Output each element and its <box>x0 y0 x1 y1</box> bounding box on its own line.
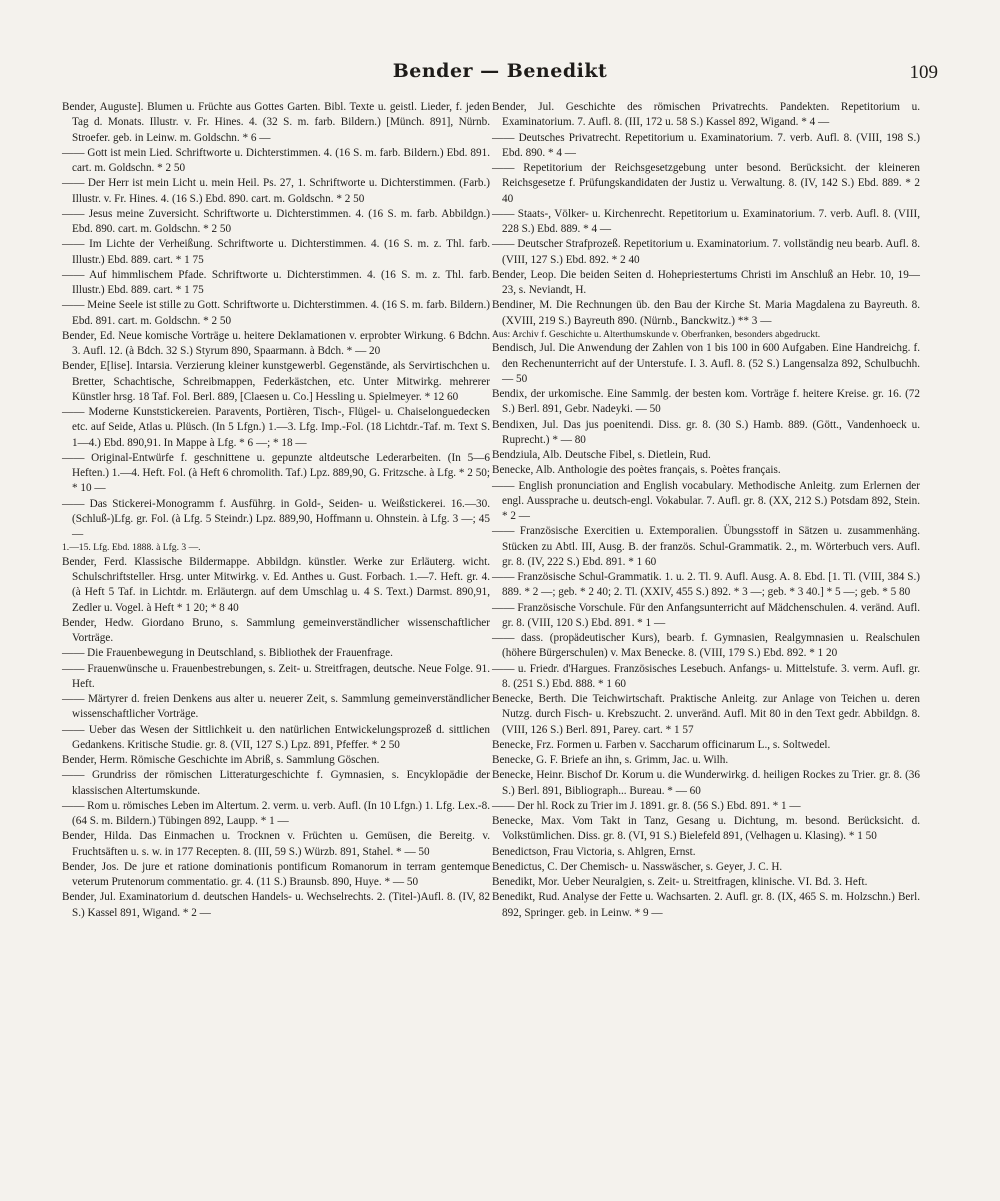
catalog-entry: Benecke, Max. Vom Takt in Tanz, Gesang u. Dichtung, m. besond. Berücksicht. d. Volkstümlichen. Diss. gr. 8. (VI, 91 S.) Bielefeld 891, (Velhagen u. Klasing). * 1 50 <box>492 815 923 843</box>
catalog-entry: Bender, Herm. Römische Geschichte im Abriß, s. Sammlung Göschen. <box>62 754 380 766</box>
catalog-entry: —— Meine Seele ist stille zu Gott. Schriftworte u. Dichterstimmen. 4. (16 S. m. farb. Bildern.) Ebd. 891. cart. m. Goldschn. * 2 50 <box>62 299 493 327</box>
catalog-entry: Bender, Ferd. Klassische Bildermappe. Abbildgn. künstler. Werke zur Erläuterg. wicht. Schulschriftsteller. Hrsg. unter Mitwirkg. v. Ed. Anthes u. Gust. Forbach. 1.—7. Heft. gr. 4. (à Heft 5 Taf. in Lichtdr. m. Erläutergn. auf dem Umschlag u. 4 S. Text.) Darmst. 890,91, Zedler u. Vogel. à Heft * 1 20; * 8 40 <box>62 555 493 614</box>
catalog-entry: Benecke, Heinr. Bischof Dr. Korum u. die Wunderwirkg. d. heiligen Rockes zu Trier. gr. 8. (36 S.) Berl. 891, Bibliograph... Bureau. * — 60 <box>492 769 923 797</box>
catalog-entry: Benecke, Alb. Anthologie des poètes français, s. Poètes français. <box>492 464 781 477</box>
catalog-entry: Bendisch, Jul. Die Anwendung der Zahlen von 1 bis 100 in 600 Aufgaben. Eine Handreichg. f. den Rechenunterricht auf der Unterstufe. I. 3. Aufl. 8. (52 S.) Langensalza 892, Schulbuchh. — 50 <box>492 342 923 385</box>
catalog-entry: —— Ueber das Wesen der Sittlichkeit u. den natürlichen Entwickelungsprozeß d. sittlichen Gedankens. Kritische Studie. gr. 8. (VII, 127 S.) Lpz. 891, Pfeffer. * 2 50 <box>62 723 493 751</box>
catalog-entry: —— Jesus meine Zuversicht. Schriftworte u. Dichterstimmen. 4. (16 S. m. farb. Abbildgn.) Ebd. 890. cart. m. Goldschn. * 2 50 <box>62 207 493 235</box>
catalog-entry: —— Deutscher Strafprozeß. Repetitorium u. Examinatorium. 7. vollständig neu bearb. Aufl. 8. (VIII, 127 S.) Ebd. 892. * 2 40 <box>492 238 923 266</box>
catalog-entry: —— Deutsches Privatrecht. Repetitorium u. Examinatorium. 7. verb. Aufl. 8. (VIII, 198 S.) Ebd. 890. * 4 — <box>492 131 923 159</box>
catalog-entry: —— Grundriss der römischen Litteraturgeschichte f. Gymnasien, s. Encyklopädie der klassischen Altertumskunde. <box>62 769 493 797</box>
catalog-entry: —— Im Lichte der Verheißung. Schriftworte u. Dichterstimmen. 4. (16 S. m. z. Thl. farb. Illustr.) Ebd. 889. cart. * 1 75 <box>62 238 493 266</box>
catalog-entry: Benecke, G. F. Briefe an ihn, s. Grimm, Jac. u. Wilh. <box>492 754 729 766</box>
right-column <box>492 100 923 1160</box>
catalog-entry: —— English pronunciation and English vocabulary. Methodische Anleitg. zum Erlernen der engl. Aussprache u. deutsch-engl. Vokabular. 7. Aufl. gr. 8. (XX, 212 S.) Potsdam 892, Stein. * 2 — <box>492 479 923 522</box>
catalog-entry: Bender, Jul. Examinatorium d. deutschen Handels- u. Wechselrechts. 2. (Titel-)Aufl. 8. (IV, 82 S.) Kassel 891, Wigand. * 2 — <box>62 891 493 919</box>
running-head: Bender — Benedikt <box>392 60 608 82</box>
catalog-entry: —— Französische Exercitien u. Extemporalien. Übungsstoff in Sätzen u. zusammenhäng. Stücken zu Abtl. III, Ausg. B. der französ. Schul-Grammatik. 2., m. Wörterbuch vers. Aufl. gr. 8. (IV, 222 S.) Ebd. 891. * 1 60 <box>492 525 923 568</box>
catalog-entry: Bender, Ed. Neue komische Vorträge u. heitere Deklamationen v. erprobter Wirkung. 6 Bdchn. 3. Aufl. 12. (à Bdch. 32 S.) Styrum 890, Spaarmann. à Bdch. * — 20 <box>62 329 493 357</box>
catalog-entry: Bendix, der urkomische. Eine Sammlg. der besten kom. Vorträge f. heitere Kreise. gr. 16. (72 S.) Berl. 891, Gebr. Nadeyki. — 50 <box>492 388 923 416</box>
catalog-entry: —— Französische Schul-Grammatik. 1. u. 2. Tl. 9. Aufl. Ausg. A. 8. Ebd. [1. Tl. (VIII, 384 S.) 889. * 2 —; geb. * 2 40; 2. Tl. (XXIV, 455 S.) 892. * 3 —; geb. * 3 40.] * 5 —; geb. * 5 80 <box>492 571 923 599</box>
catalog-entry: —— Original-Entwürfe f. geschnittene u. gepunzte altdeutsche Lederarbeiten. (In 5—6 Heften.) 1.—4. Heft. Fol. (à Heft 6 chromolith. Taf.) Lpz. 889,90, G. Fritzsche. à Lfg. * 2 50; * 10 — <box>62 451 493 495</box>
catalog-entry: Benedikt, Rud. Analyse der Fette u. Wachsarten. 2. Aufl. gr. 8. (IX, 465 S. m. Holzschn.) Berl. 892, Springer. geb. in Leinw. * 9 — <box>492 891 923 919</box>
catalog-entry: Bender, Jos. De jure et ratione dominationis pontificum Romanorum in terram gentemque veterum Prutenorum commentatio. gr. 4. (11 S.) Braunsb. 890, Huye. * — 50 <box>62 860 493 888</box>
catalog-entry: Aus: Archiv f. Geschichte u. Alterthumskunde v. Oberfranken, besonders abgedruckt. <box>492 328 821 340</box>
catalog-entry: 1.—15. Lfg. Ebd. 1888. à Lfg. 3 —. <box>62 542 201 554</box>
catalog-entry: Bendziula, Alb. Deutsche Fibel, s. Dietlein, Rud. <box>492 449 711 461</box>
catalog-entry: Benecke, Berth. Die Teichwirtschaft. Praktische Anleitg. zur Anlage von Teichen u. deren Nutzg. durch Fisch- u. Krebszucht. 2. unveränd. Aufl. Mit 80 in den Text gedr. Abbildgn. 8. (VIII, 126 S.) Berl. 891, Parey. cart. * 1 57 <box>492 693 923 736</box>
catalog-entry: Bender, Hilda. Das Einmachen u. Trocknen v. Früchten u. Gemüsen, die Bereitg. v. Fruchtsäften u. s. w. in 177 Recepten. 8. (III, 59 S.) Würzb. 891, Stahel. * — 50 <box>62 830 493 858</box>
catalog-entry: —— Rom u. römisches Leben im Altertum. 2. verm. u. verb. Aufl. (In 10 Lfgn.) 1. Lfg. Lex.-8. (64 S. m. Bildern.) Tübingen 892, Laupp. * 1 — <box>62 799 493 827</box>
catalog-entry: —— Märtyrer d. freien Denkens aus alter u. neuerer Zeit, s. Sammlung gemeinverständlicher wissenschaftlicher Vorträge. <box>62 693 493 721</box>
catalog-entry: —— Staats-, Völker- u. Kirchenrecht. Repetitorium u. Examinatorium. 7. verb. Aufl. 8. (VIII, 228 S.) Ebd. 889. * 4 — <box>492 207 923 235</box>
catalog-entry: —— Die Frauenbewegung in Deutschland, s. Bibliothek der Frauenfrage. <box>62 647 393 660</box>
catalog-entry: Benecke, Frz. Formen u. Farben v. Saccharum officinarum L., s. Soltwedel. <box>492 738 831 751</box>
catalog-entry: Benedictson, Frau Victoria, s. Ahlgren, Ernst. <box>492 845 696 858</box>
catalog-entry: Benedictus, C. Der Chemisch- u. Nasswäscher, s. Geyer, J. C. H. <box>492 860 783 873</box>
catalog-entry: Bendixen, Jul. Das jus poenitendi. Diss. gr. 8. (30 S.) Hamb. 889. (Gött., Vandenhoeck u. Ruprecht.) * — 80 <box>492 418 923 446</box>
page-number: 109 <box>909 62 938 83</box>
catalog-entry: Bender, Leop. Die beiden Seiten d. Hohepriestertums Christi im Anschluß an Hebr. 10, 19—23, s. Neviandt, H. <box>492 268 920 296</box>
catalog-entry: Bender, Hedw. Giordano Bruno, s. Sammlung gemeinverständlicher wissenschaftlicher Vorträge. <box>62 616 493 644</box>
catalog-entry: Benedikt, Mor. Ueber Neuralgien, s. Zeit- u. Streitfragen, klinische. VI. Bd. 3. Heft. <box>492 876 868 888</box>
catalog-entry: —— Das Stickerei-Monogramm f. Ausführg. in Gold-, Seiden- u. Weißstickerei. 16.—30. (Schluß-)Lfg. gr. Fol. (à Lfg. 5 Steindr.) Lpz. 889,90, Hoffmann u. Ohnstein. à Lfg. 3 —; 45 — <box>62 497 493 540</box>
catalog-entry: —— Repetitorium der Reichsgesetzgebung unter besond. Berücksicht. der kleineren Reichsgesetze f. Prüfungskandidaten der Justiz u. Verwaltung. 8. (IV, 142 S.) Ebd. 889. * 2 40 <box>492 162 923 205</box>
catalog-entry: —— Der hl. Rock zu Trier im J. 1891. gr. 8. (56 S.) Ebd. 891. * 1 — <box>492 799 801 812</box>
catalog-entry: —— Französische Vorschule. Für den Anfangsunterricht auf Mädchenschulen. 4. veränd. Aufl. gr. 8. (VIII, 120 S.) Ebd. 891. * 1 — <box>492 601 923 629</box>
catalog-entry: —— Auf himmlischem Pfade. Schriftworte u. Dichterstimmen. 4. (16 S. m. z. Thl. farb. Illustr.) Ebd. 889. cart. * 1 75 <box>62 268 493 296</box>
catalog-entry: —— Gott ist mein Lied. Schriftworte u. Dichterstimmen. 4. (16 S. m. farb. Bildern.) Ebd. 891. cart. m. Goldschn. * 2 50 <box>62 146 493 174</box>
catalog-entry: —— Moderne Kunststickereien. Paravents, Portièren, Tisch-, Flügel- u. Chaiselonguedecken etc. auf Seide, Atlas u. Plüsch. (In 5 Lfgn.) 1.—3. Lfg. Imp.-Fol. (18 Lichtdr.-Taf. m. Text S. 1—4.) Ebd. 890,91. In Mappe à Lfg. * 6 —; * 18 — <box>62 406 493 449</box>
catalog-entry: Bender, Auguste]. Blumen u. Früchte aus Gottes Garten. Bibl. Texte u. geistl. Lieder, f. jeden Tag d. Monats. Illustr. v. Fr. Hines. 4. (32 S. m. farb. Bildern.) [Münch. 891], Nürnb. Stroefer. geb. in Leinw. m. Goldschn. * 6 — <box>62 101 493 144</box>
catalog-entry: —— dass. (propädeutischer Kurs), bearb. f. Gymnasien, Realgymnasien u. Realschulen (höhere Bürgerschulen) v. Max Benecke. 8. (VIII, 179 S.) Ebd. 892. * 1 20 <box>492 632 923 660</box>
left-column <box>62 100 493 1160</box>
catalog-entry: —— Frauenwünsche u. Frauenbestrebungen, s. Zeit- u. Streitfragen, deutsche. Neue Folge. 91. Heft. <box>62 662 493 690</box>
catalog-entry: Bender, Jul. Geschichte des römischen Privatrechts. Pandekten. Repetitorium u. Examinatorium. 7. Aufl. 8. (III, 172 u. 58 S.) Kassel 892, Wigand. * 4 — <box>492 101 923 129</box>
catalog-entry: Bendiner, M. Die Rechnungen üb. den Bau der Kirche St. Maria Magdalena zu Bayreuth. 8. (XVIII, 219 S.) Bayreuth 890. (Nürnb., Banckwitz.) ** 3 — <box>492 299 923 327</box>
page-header <box>62 58 938 92</box>
catalog-entry: Bender, E[lise]. Intarsia. Verzierung kleiner kunstgewerbl. Gegenstände, als Servirtischchen u. Bretter, Schachtische, Schreibmappen, Federkästchen, etc. Unter Mitwirkg. mehrerer Künstler hrsg. 18 Taf. Fol. Berl. 889, [Claesen u. Co.] Hessling u. Spielmeyer. * 12 60 <box>62 360 493 403</box>
catalog-entry: —— Der Herr ist mein Licht u. mein Heil. Ps. 27, 1. Schriftworte u. Dichterstimmen. (Farb.) Illustr. v. Fr. Hines. 4. (16 S.) Ebd. 890. cart. m. Goldschn. * 2 50 <box>62 177 493 205</box>
catalog-entry: —— u. Friedr. d'Hargues. Französisches Lesebuch. Anfangs- u. Mittelstufe. 3. verm. Aufl. gr. 8. (251 S.) Ebd. 888. * 1 60 <box>492 662 923 690</box>
